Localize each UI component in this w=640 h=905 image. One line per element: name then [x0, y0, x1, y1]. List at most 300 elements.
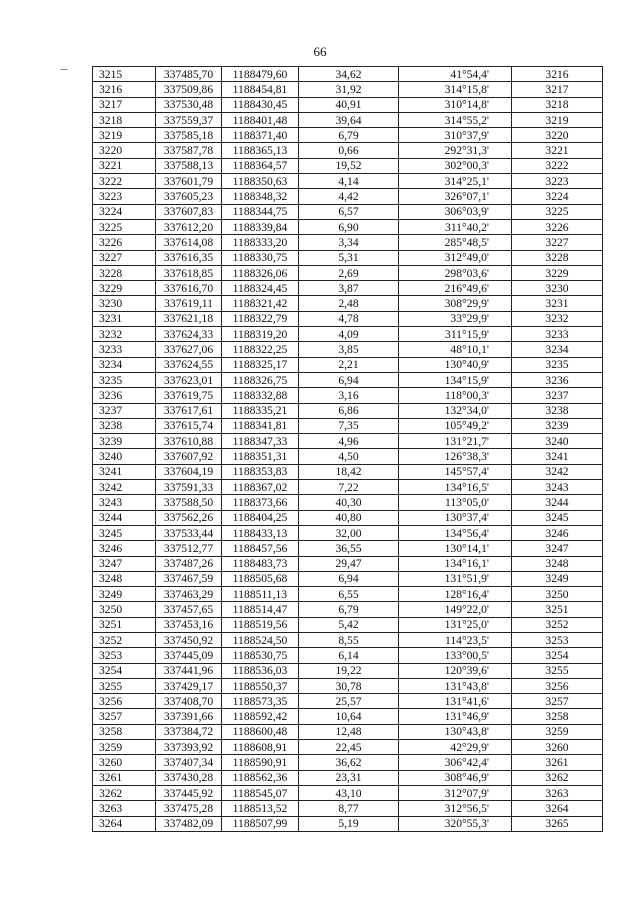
cell-y: 1188344,75 [222, 204, 299, 219]
cell-bearing: 105°49,2' [399, 418, 512, 433]
cell-next-point: 3255 [512, 663, 603, 678]
cell-x: 337607,92 [156, 449, 222, 464]
cell-bearing: 306°03,9' [399, 204, 512, 219]
cell-x: 337457,65 [156, 602, 222, 617]
cell-x: 337624,55 [156, 357, 222, 372]
table-row [93, 372, 603, 387]
cell-x: 337615,74 [156, 418, 222, 433]
cell-x: 337482,09 [156, 816, 222, 831]
cell-x: 337430,28 [156, 770, 222, 785]
cell-y: 1188322,79 [222, 311, 299, 326]
table-row [93, 510, 603, 525]
cell-bearing: 113°05,0' [399, 495, 512, 510]
cell-point: 3227 [93, 250, 156, 265]
cell-bearing: 311°40,2' [399, 219, 512, 234]
cell-x: 337467,59 [156, 571, 222, 586]
cell-point: 3234 [93, 357, 156, 372]
cell-y: 1188341,81 [222, 418, 299, 433]
cell-next-point: 3246 [512, 525, 603, 540]
table-row [93, 755, 603, 770]
cell-y: 1188353,83 [222, 464, 299, 479]
cell-y: 1188404,25 [222, 510, 299, 525]
cell-point: 3219 [93, 128, 156, 143]
cell-y: 1188330,75 [222, 250, 299, 265]
cell-distance: 7,22 [299, 480, 399, 495]
cell-point: 3220 [93, 143, 156, 158]
cell-distance: 3,85 [299, 342, 399, 357]
table-row [93, 556, 603, 571]
cell-y: 1188350,63 [222, 174, 299, 189]
table-row [93, 648, 603, 663]
cell-y: 1188371,40 [222, 128, 299, 143]
cell-y: 1188592,42 [222, 709, 299, 724]
cell-y: 1188319,20 [222, 327, 299, 342]
cell-next-point: 3224 [512, 189, 603, 204]
cell-x: 337587,78 [156, 143, 222, 158]
cell-distance: 40,30 [299, 495, 399, 510]
cell-y: 1188325,17 [222, 357, 299, 372]
cell-point: 3262 [93, 785, 156, 800]
table-row [93, 740, 603, 755]
cell-point: 3224 [93, 204, 156, 219]
cell-next-point: 3236 [512, 372, 603, 387]
cell-x: 337429,17 [156, 678, 222, 693]
cell-point: 3246 [93, 541, 156, 556]
cell-bearing: 131°46,9' [399, 709, 512, 724]
cell-next-point: 3251 [512, 602, 603, 617]
cell-x: 337585,18 [156, 128, 222, 143]
table-row [93, 418, 603, 433]
table-row [93, 342, 603, 357]
cell-y: 1188600,48 [222, 724, 299, 739]
cell-bearing: 134°16,1' [399, 556, 512, 571]
cell-next-point: 3252 [512, 617, 603, 632]
cell-x: 337604,19 [156, 464, 222, 479]
cell-distance: 32,00 [299, 525, 399, 540]
cell-x: 337485,70 [156, 67, 222, 82]
cell-distance: 25,57 [299, 694, 399, 709]
cell-bearing: 310°14,8' [399, 97, 512, 112]
cell-next-point: 3244 [512, 495, 603, 510]
cell-x: 337384,72 [156, 724, 222, 739]
table-row [93, 678, 603, 693]
cell-x: 337450,92 [156, 632, 222, 647]
coordinates-table-body [93, 67, 603, 832]
cell-next-point: 3264 [512, 801, 603, 816]
cell-y: 1188514,47 [222, 602, 299, 617]
cell-x: 337627,06 [156, 342, 222, 357]
cell-distance: 40,91 [299, 97, 399, 112]
cell-y: 1188339,84 [222, 219, 299, 234]
cell-point: 3223 [93, 189, 156, 204]
table-row [93, 219, 603, 234]
cell-point: 3233 [93, 342, 156, 357]
cell-x: 337407,34 [156, 755, 222, 770]
cell-next-point: 3259 [512, 724, 603, 739]
cell-x: 337530,48 [156, 97, 222, 112]
cell-point: 3253 [93, 648, 156, 663]
cell-bearing: 132°34,0' [399, 403, 512, 418]
cell-next-point: 3242 [512, 464, 603, 479]
cell-distance: 22,45 [299, 740, 399, 755]
cell-point: 3226 [93, 235, 156, 250]
cell-distance: 19,52 [299, 158, 399, 173]
cell-next-point: 3257 [512, 694, 603, 709]
cell-bearing: 130°43,8' [399, 724, 512, 739]
table-row [93, 296, 603, 311]
cell-bearing: 133°00,5' [399, 648, 512, 663]
cell-bearing: 149°22,0' [399, 602, 512, 617]
table-row [93, 663, 603, 678]
cell-x: 337533,44 [156, 525, 222, 540]
cell-x: 337408,70 [156, 694, 222, 709]
page-number: 66 [313, 44, 327, 59]
cell-distance: 4,50 [299, 449, 399, 464]
table-row [93, 434, 603, 449]
cell-y: 1188545,07 [222, 785, 299, 800]
cell-bearing: 131°25,0' [399, 617, 512, 632]
cell-point: 3217 [93, 97, 156, 112]
cell-y: 1188505,68 [222, 571, 299, 586]
table-row [93, 327, 603, 342]
cell-distance: 29,47 [299, 556, 399, 571]
cell-point: 3239 [93, 434, 156, 449]
cell-point: 3259 [93, 740, 156, 755]
cell-y: 1188364,57 [222, 158, 299, 173]
table-row [93, 694, 603, 709]
cell-point: 3218 [93, 112, 156, 127]
table-row [93, 174, 603, 189]
table-row [93, 801, 603, 816]
cell-next-point: 3253 [512, 632, 603, 647]
cell-bearing: 114°23,5' [399, 632, 512, 647]
cell-bearing: 126°38,3' [399, 449, 512, 464]
table-row [93, 311, 603, 326]
cell-next-point: 3219 [512, 112, 603, 127]
cell-x: 337487,26 [156, 556, 222, 571]
cell-point: 3254 [93, 663, 156, 678]
cell-y: 1188326,75 [222, 372, 299, 387]
cell-y: 1188322,25 [222, 342, 299, 357]
cell-distance: 2,21 [299, 357, 399, 372]
cell-next-point: 3263 [512, 785, 603, 800]
table-row [93, 357, 603, 372]
cell-x: 337607,83 [156, 204, 222, 219]
cell-y: 1188433,13 [222, 525, 299, 540]
cell-x: 337512,77 [156, 541, 222, 556]
cell-point: 3229 [93, 281, 156, 296]
cell-distance: 4,14 [299, 174, 399, 189]
cell-point: 3261 [93, 770, 156, 785]
cell-y: 1188335,21 [222, 403, 299, 418]
cell-y: 1188562,36 [222, 770, 299, 785]
cell-y: 1188519,56 [222, 617, 299, 632]
cell-y: 1188430,45 [222, 97, 299, 112]
table-row [93, 525, 603, 540]
cell-x: 337591,33 [156, 480, 222, 495]
cell-y: 1188365,13 [222, 143, 299, 158]
table-row [93, 388, 603, 403]
cell-x: 337588,13 [156, 158, 222, 173]
table-row [93, 265, 603, 280]
cell-point: 3240 [93, 449, 156, 464]
cell-x: 337475,28 [156, 801, 222, 816]
cell-next-point: 3265 [512, 816, 603, 831]
cell-y: 1188507,99 [222, 816, 299, 831]
cell-bearing: 216°49,6' [399, 281, 512, 296]
cell-distance: 6,57 [299, 204, 399, 219]
cell-y: 1188321,42 [222, 296, 299, 311]
cell-point: 3236 [93, 388, 156, 403]
cell-next-point: 3227 [512, 235, 603, 250]
cell-x: 337391,66 [156, 709, 222, 724]
cell-bearing: 312°56,5' [399, 801, 512, 816]
cell-bearing: 130°14,1' [399, 541, 512, 556]
cell-next-point: 3256 [512, 678, 603, 693]
cell-bearing: 128°16,4' [399, 587, 512, 602]
cell-y: 1188524,50 [222, 632, 299, 647]
cell-y: 1188479,60 [222, 67, 299, 82]
cell-next-point: 3234 [512, 342, 603, 357]
cell-bearing: 134°56,4' [399, 525, 512, 540]
cell-x: 337559,37 [156, 112, 222, 127]
cell-y: 1188590,91 [222, 755, 299, 770]
cell-y: 1188573,35 [222, 694, 299, 709]
cell-distance: 36,62 [299, 755, 399, 770]
cell-x: 337619,75 [156, 388, 222, 403]
cell-point: 3228 [93, 265, 156, 280]
cell-distance: 10,64 [299, 709, 399, 724]
cell-bearing: 134°16,5' [399, 480, 512, 495]
cell-distance: 6,14 [299, 648, 399, 663]
cell-y: 1188326,06 [222, 265, 299, 280]
cell-next-point: 3228 [512, 250, 603, 265]
cell-next-point: 3258 [512, 709, 603, 724]
cell-point: 3255 [93, 678, 156, 693]
cell-distance: 2,69 [299, 265, 399, 280]
cell-next-point: 3262 [512, 770, 603, 785]
cell-x: 337445,09 [156, 648, 222, 663]
cell-next-point: 3240 [512, 434, 603, 449]
cell-point: 3256 [93, 694, 156, 709]
cell-point: 3250 [93, 602, 156, 617]
cell-y: 1188401,48 [222, 112, 299, 127]
cell-bearing: 310°37,9' [399, 128, 512, 143]
table-row [93, 250, 603, 265]
cell-point: 3260 [93, 755, 156, 770]
cell-point: 3231 [93, 311, 156, 326]
cell-distance: 6,86 [299, 403, 399, 418]
cell-y: 1188373,66 [222, 495, 299, 510]
cell-point: 3252 [93, 632, 156, 647]
cell-point: 3215 [93, 67, 156, 82]
cell-bearing: 131°41,6' [399, 694, 512, 709]
cell-distance: 5,19 [299, 816, 399, 831]
cell-next-point: 3223 [512, 174, 603, 189]
cell-distance: 4,42 [299, 189, 399, 204]
cell-y: 1188367,02 [222, 480, 299, 495]
cell-point: 3235 [93, 372, 156, 387]
cell-bearing: 314°55,2' [399, 112, 512, 127]
cell-distance: 39,64 [299, 112, 399, 127]
cell-point: 3243 [93, 495, 156, 510]
cell-next-point: 3231 [512, 296, 603, 311]
cell-next-point: 3239 [512, 418, 603, 433]
table-row [93, 541, 603, 556]
cell-bearing: 306°42,4' [399, 755, 512, 770]
table-row [93, 587, 603, 602]
cell-point: 3263 [93, 801, 156, 816]
cell-bearing: 292°31,3' [399, 143, 512, 158]
cell-bearing: 131°51,9' [399, 571, 512, 586]
cell-y: 1188457,56 [222, 541, 299, 556]
table-row [93, 724, 603, 739]
cell-next-point: 3221 [512, 143, 603, 158]
cell-next-point: 3250 [512, 587, 603, 602]
cell-next-point: 3254 [512, 648, 603, 663]
cell-point: 3230 [93, 296, 156, 311]
table-row [93, 617, 603, 632]
table-row [93, 143, 603, 158]
cell-y: 1188511,13 [222, 587, 299, 602]
cell-next-point: 3220 [512, 128, 603, 143]
cell-next-point: 3245 [512, 510, 603, 525]
table-row [93, 571, 603, 586]
table-row [93, 281, 603, 296]
cell-x: 337618,85 [156, 265, 222, 280]
cell-next-point: 3249 [512, 571, 603, 586]
cell-point: 3225 [93, 219, 156, 234]
cell-next-point: 3241 [512, 449, 603, 464]
cell-y: 1188483,73 [222, 556, 299, 571]
cell-bearing: 48°10,1' [399, 342, 512, 357]
table-row [93, 67, 603, 82]
cell-bearing: 312°49,0' [399, 250, 512, 265]
cell-bearing: 130°37,4' [399, 510, 512, 525]
cell-distance: 31,92 [299, 82, 399, 97]
cell-x: 337509,86 [156, 82, 222, 97]
cell-bearing: 320°55,3' [399, 816, 512, 831]
cell-point: 3264 [93, 816, 156, 831]
cell-next-point: 3229 [512, 265, 603, 280]
cell-x: 337624,33 [156, 327, 222, 342]
cell-next-point: 3238 [512, 403, 603, 418]
cell-y: 1188536,03 [222, 663, 299, 678]
cell-point: 3216 [93, 82, 156, 97]
coordinates-table [92, 66, 603, 832]
cell-x: 337445,92 [156, 785, 222, 800]
cell-next-point: 3232 [512, 311, 603, 326]
cell-distance: 43,10 [299, 785, 399, 800]
cell-x: 337623,01 [156, 372, 222, 387]
cell-bearing: 131°21,7' [399, 434, 512, 449]
cell-y: 1188608,91 [222, 740, 299, 755]
cell-point: 3241 [93, 464, 156, 479]
table-row [93, 112, 603, 127]
cell-distance: 3,87 [299, 281, 399, 296]
cell-next-point: 3226 [512, 219, 603, 234]
cell-point: 3232 [93, 327, 156, 342]
cell-bearing: 130°40,9' [399, 357, 512, 372]
cell-x: 337463,29 [156, 587, 222, 602]
cell-y: 1188550,37 [222, 678, 299, 693]
table-row [93, 189, 603, 204]
cell-point: 3258 [93, 724, 156, 739]
cell-distance: 36,55 [299, 541, 399, 556]
cell-y: 1188351,31 [222, 449, 299, 464]
cell-x: 337612,20 [156, 219, 222, 234]
cell-y: 1188324,45 [222, 281, 299, 296]
cell-bearing: 145°57,4' [399, 464, 512, 479]
table-row [93, 82, 603, 97]
cell-distance: 3,16 [299, 388, 399, 403]
cell-x: 337616,35 [156, 250, 222, 265]
cell-y: 1188332,88 [222, 388, 299, 403]
cell-distance: 2,48 [299, 296, 399, 311]
cell-y: 1188347,33 [222, 434, 299, 449]
cell-bearing: 131°43,8' [399, 678, 512, 693]
cell-x: 337605,23 [156, 189, 222, 204]
cell-distance: 4,09 [299, 327, 399, 342]
table-row [93, 403, 603, 418]
cell-x: 337616,70 [156, 281, 222, 296]
cell-x: 337441,96 [156, 663, 222, 678]
cell-next-point: 3237 [512, 388, 603, 403]
cell-x: 337619,11 [156, 296, 222, 311]
table-row [93, 770, 603, 785]
cell-x: 337614,08 [156, 235, 222, 250]
cell-y: 1188530,75 [222, 648, 299, 663]
cell-distance: 3,34 [299, 235, 399, 250]
cell-distance: 6,79 [299, 128, 399, 143]
cell-point: 3242 [93, 480, 156, 495]
table-row [93, 464, 603, 479]
cell-x: 337617,61 [156, 403, 222, 418]
cell-distance: 23,31 [299, 770, 399, 785]
cell-y: 1188454,81 [222, 82, 299, 97]
margin-mark [60, 69, 68, 70]
cell-bearing: 42°29,9' [399, 740, 512, 755]
table-row [93, 97, 603, 112]
cell-bearing: 314°25,1' [399, 174, 512, 189]
table-row [93, 480, 603, 495]
cell-next-point: 3248 [512, 556, 603, 571]
cell-x: 337453,16 [156, 617, 222, 632]
cell-point: 3238 [93, 418, 156, 433]
cell-x: 337610,88 [156, 434, 222, 449]
cell-point: 3237 [93, 403, 156, 418]
table-row [93, 235, 603, 250]
cell-distance: 6,79 [299, 602, 399, 617]
cell-bearing: 311°15,9' [399, 327, 512, 342]
cell-next-point: 3243 [512, 480, 603, 495]
cell-point: 3247 [93, 556, 156, 571]
cell-next-point: 3260 [512, 740, 603, 755]
table-row [93, 785, 603, 800]
cell-distance: 18,42 [299, 464, 399, 479]
cell-bearing: 120°39,6' [399, 663, 512, 678]
cell-y: 1188333,20 [222, 235, 299, 250]
cell-bearing: 302°00,3' [399, 158, 512, 173]
cell-distance: 12,48 [299, 724, 399, 739]
table-row [93, 449, 603, 464]
cell-point: 3251 [93, 617, 156, 632]
cell-x: 337393,92 [156, 740, 222, 755]
cell-distance: 5,31 [299, 250, 399, 265]
cell-next-point: 3233 [512, 327, 603, 342]
table-row [93, 632, 603, 647]
table-row [93, 204, 603, 219]
